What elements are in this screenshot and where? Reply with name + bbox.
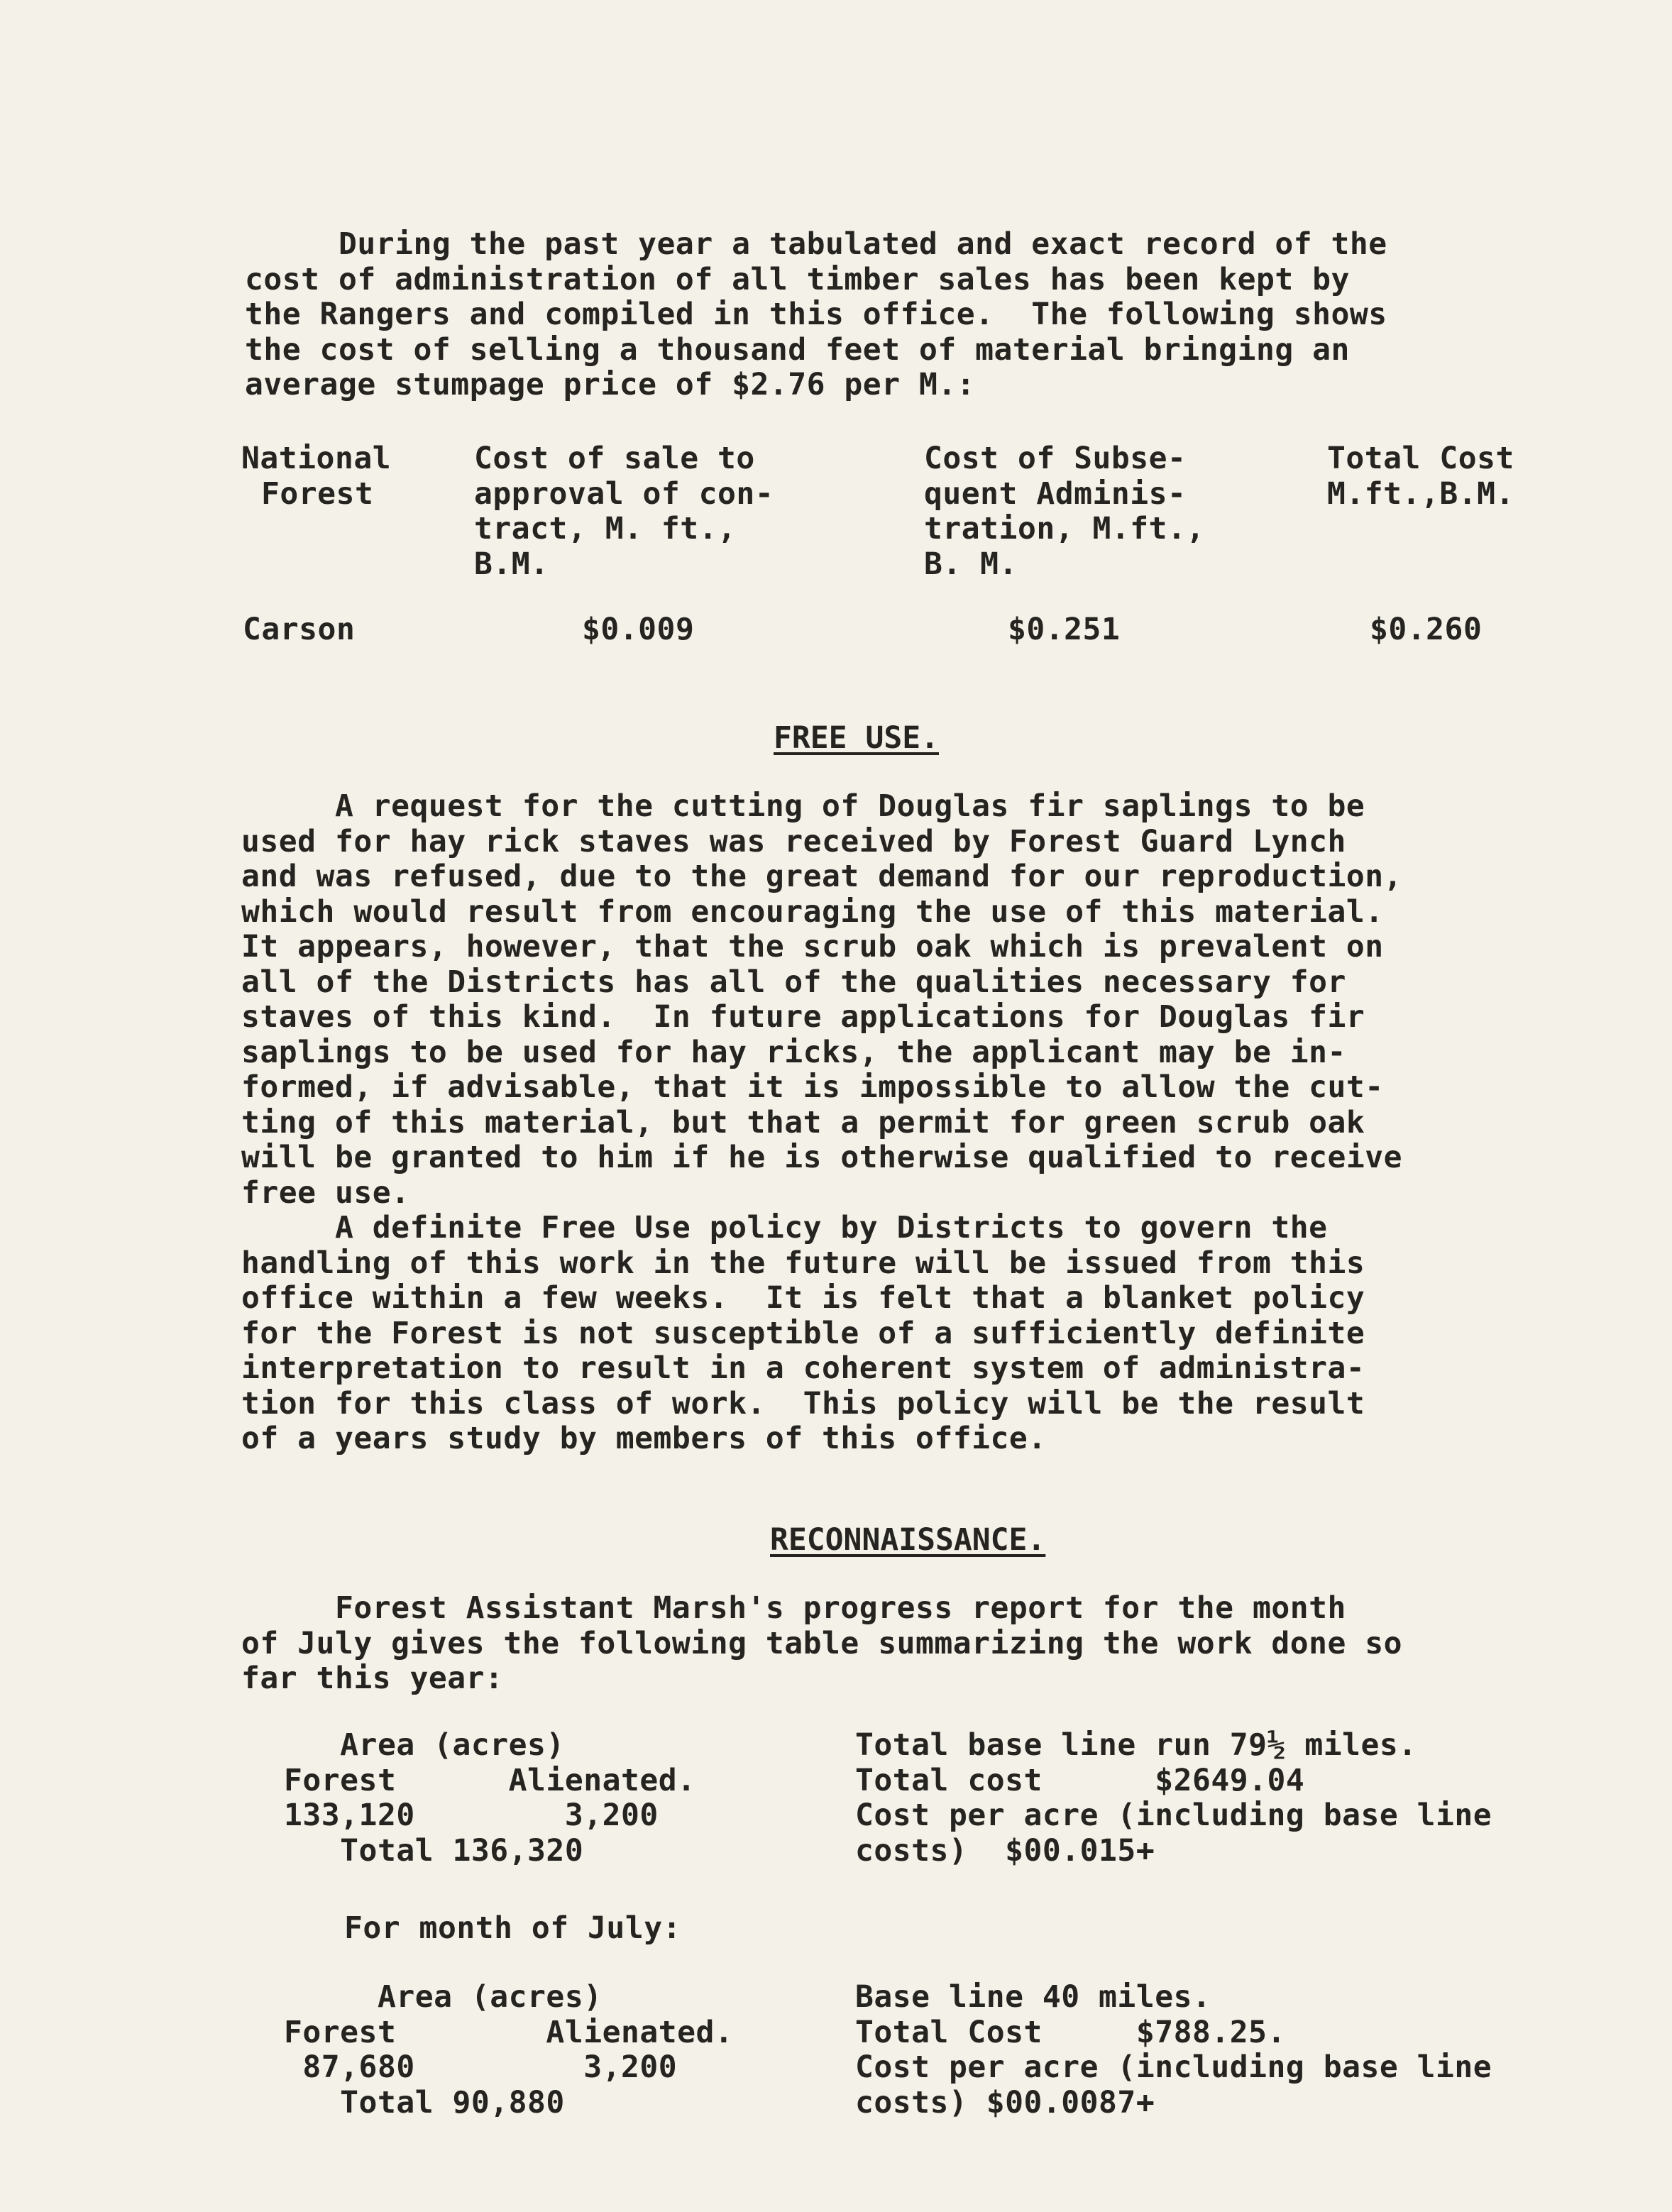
text-line: the cost of selling a thousand feet of material bringing an <box>245 331 1350 368</box>
table-cell-cost-of-sale: $0.009 <box>582 612 695 647</box>
text-line: Total 90,880 <box>284 2084 565 2120</box>
text-line: of July gives the following table summarizing the work done so <box>241 1625 1403 1661</box>
header-line: approval of con- <box>474 475 774 512</box>
table-cell-forest: Carson <box>243 612 356 647</box>
text-line: far this year: <box>241 1661 504 1696</box>
text-line: tion for this class of work. This policy will be the result <box>241 1385 1365 1421</box>
reconnaissance-intro <box>241 1591 1402 1697</box>
text-line: the Rangers and compiled in this office. The following shows <box>245 297 1387 332</box>
header-line: Forest <box>261 475 374 512</box>
text-line: which would result from encouraging the use of this material. <box>241 893 1384 930</box>
text-line: all of the Districts has all of the qualities necessary for <box>241 964 1346 1000</box>
text-line: Total 136,320 <box>284 1832 584 1869</box>
text-line: A request for the cutting of Douglas fir saplings to be <box>241 788 1365 824</box>
text-line: staves of this kind. In future applications for Douglas fir <box>241 999 1365 1035</box>
text-line: and was refused, due to the great demand for our reproduction, <box>241 859 1403 894</box>
text-line: costs) $00.015+ <box>855 1832 1155 1869</box>
intro-paragraph <box>245 227 1387 403</box>
free-use-paragraph <box>241 789 1402 1457</box>
text-line: office within a few weeks. It is felt that a blanket policy <box>241 1280 1365 1316</box>
text-line: average stumpage price of $2.76 per M.: <box>245 367 976 402</box>
text-line: Area (acres) <box>284 1979 603 2015</box>
text-line: costs) $00.0087+ <box>855 2084 1155 2120</box>
text-line: 87,680 3,200 <box>284 2049 678 2085</box>
text-line: Cost per acre (including base line <box>855 2049 1492 2085</box>
table-header-subsequent-admin <box>924 441 1205 582</box>
table-cell-subsequent-admin: $0.251 <box>1008 612 1121 647</box>
text-line: interpretation to result in a coherent system of administra- <box>241 1350 1365 1386</box>
header-line: tract, M. ft., <box>474 511 737 546</box>
text-line: During the past year a tabulated and exact record of the <box>245 226 1387 262</box>
header-line: Total Cost <box>1327 441 1514 476</box>
text-line: saplings to be used for hay ricks, the applicant may be in- <box>241 1034 1346 1070</box>
year-area-summary <box>284 1728 696 1869</box>
header-line: National <box>241 441 392 476</box>
header-line: tration, M.ft., <box>924 511 1205 546</box>
header-line: M.ft.,B.M. <box>1327 475 1514 512</box>
text-line: cost of administration of all timber sales has been kept by <box>245 261 1350 297</box>
month-cost-summary <box>855 1980 1492 2120</box>
table-header-total-cost <box>1327 441 1514 512</box>
text-line: Total cost $2649.04 <box>855 1762 1305 1798</box>
year-cost-summary <box>855 1728 1492 1869</box>
text-line: Base line 40 miles. <box>855 1979 1211 2015</box>
text-line: free use. <box>241 1174 410 1211</box>
header-line: Cost of Subse- <box>924 441 1187 476</box>
text-line: formed, if advisable, that it is impossible to allow the cut- <box>241 1069 1384 1105</box>
text-line: handling of this work in the future will be issued from this <box>241 1245 1365 1281</box>
text-line: It appears, however, that the scrub oak which is prevalent on <box>241 929 1384 964</box>
header-line: quent Adminis- <box>924 475 1187 512</box>
header-line: B. M. <box>924 546 1018 582</box>
text-line: Forest Alienated. <box>284 1762 696 1798</box>
text-line: Forest Assistant Marsh's progress report for the month <box>241 1590 1346 1626</box>
text-line: Total Cost $788.25. <box>855 2014 1286 2050</box>
text-line: used for hay rick staves was received by Forest Guard Lynch <box>241 823 1346 859</box>
table-header-cost-of-sale <box>474 441 774 582</box>
month-area-summary <box>284 1980 733 2120</box>
section-heading-free-use: FREE USE. <box>774 720 939 756</box>
text-line: will be granted to him if he is otherwise qualified to receive <box>241 1140 1403 1175</box>
text-line: Forest Alienated. <box>284 2014 734 2050</box>
text-line: for the Forest is not susceptible of a sufficiently definite <box>241 1315 1365 1351</box>
header-line: B.M. <box>474 546 549 582</box>
table-cell-total-cost: $0.260 <box>1370 612 1483 647</box>
text-line: A definite Free Use policy by Districts to govern the <box>241 1210 1328 1245</box>
section-heading-reconnaissance: RECONNAISSANCE. <box>770 1522 1046 1558</box>
text-line: 133,120 3,200 <box>284 1798 659 1833</box>
header-line: Cost of sale to <box>474 441 755 476</box>
text-line: Area (acres) <box>284 1727 565 1763</box>
text-line: of a years study by members of this office. <box>241 1421 1047 1456</box>
text-line: Cost per acre (including base line <box>855 1798 1492 1833</box>
text-line: Total base line run 79½ miles. <box>855 1727 1417 1763</box>
text-line: ting of this material, but that a permit for green scrub oak <box>241 1104 1365 1140</box>
month-label: For month of July: <box>344 1910 681 1946</box>
table-header-national-forest <box>241 441 391 512</box>
